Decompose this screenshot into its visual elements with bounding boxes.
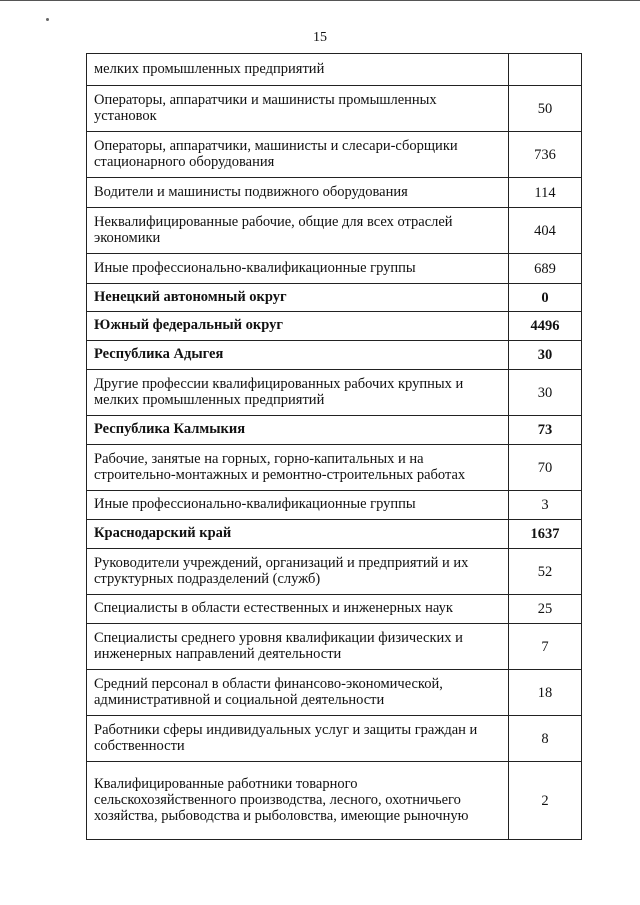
row-label: мелких промышленных предприятий xyxy=(87,54,509,86)
row-label: Квалифицированные работники товарного сельскохозяйственного производства, лесного, охотничьего хозяйства, рыбоводства и рыболовства, имеющие рыночную xyxy=(87,762,509,840)
row-label: Водители и машинисты подвижного оборудования xyxy=(87,178,509,208)
row-label: Южный федеральный округ xyxy=(87,312,509,341)
table-row xyxy=(87,132,582,178)
table-row xyxy=(87,54,582,86)
table-row xyxy=(87,595,582,624)
table-row xyxy=(87,370,582,416)
table-row xyxy=(87,208,582,254)
row-value: 689 xyxy=(509,254,582,284)
row-label: Операторы, аппаратчики и машинисты промышленных установок xyxy=(87,86,509,132)
row-value: 7 xyxy=(509,624,582,670)
row-label: Руководители учреждений, организаций и предприятий и их структурных подразделений (служб) xyxy=(87,549,509,595)
row-value: 30 xyxy=(509,341,582,370)
row-value: 404 xyxy=(509,208,582,254)
row-label: Специалисты среднего уровня квалификации физических и инженерных направлений деятельности xyxy=(87,624,509,670)
row-value: 1637 xyxy=(509,520,582,549)
table-row xyxy=(87,491,582,520)
row-label: Иные профессионально-квалификационные группы xyxy=(87,491,509,520)
row-label: Иные профессионально-квалификационные группы xyxy=(87,254,509,284)
row-label: Специалисты в области естественных и инженерных наук xyxy=(87,595,509,624)
row-value: 4496 xyxy=(509,312,582,341)
row-label: Другие профессии квалифицированных рабочих крупных и мелких промышленных предприятий xyxy=(87,370,509,416)
table-row xyxy=(87,670,582,716)
row-value: 0 xyxy=(509,284,582,312)
row-value: 25 xyxy=(509,595,582,624)
row-value: 30 xyxy=(509,370,582,416)
row-label: Рабочие, занятые на горных, горно-капитальных и на строительно-монтажных и ремонтно-строительных работах xyxy=(87,445,509,491)
row-value: 8 xyxy=(509,716,582,762)
row-value: 3 xyxy=(509,491,582,520)
row-label: Работники сферы индивидуальных услуг и защиты граждан и собственности xyxy=(87,716,509,762)
table-row-region xyxy=(87,520,582,549)
row-label: Операторы, аппаратчики, машинисты и слесари-сборщики стационарного оборудования xyxy=(87,132,509,178)
row-value: 50 xyxy=(509,86,582,132)
table-row-region xyxy=(87,341,582,370)
row-value: 114 xyxy=(509,178,582,208)
table-row-region xyxy=(87,284,582,312)
table-row xyxy=(87,716,582,762)
row-value: 70 xyxy=(509,445,582,491)
page-number: 15 xyxy=(313,30,327,45)
row-label: Республика Калмыкия xyxy=(87,416,509,445)
row-value: 18 xyxy=(509,670,582,716)
table-row xyxy=(87,624,582,670)
row-label: Неквалифицированные рабочие, общие для всех отраслей экономики xyxy=(87,208,509,254)
row-label: Краснодарский край xyxy=(87,520,509,549)
row-value xyxy=(509,54,582,86)
table-body xyxy=(87,54,582,840)
table-row-region xyxy=(87,312,582,341)
statistics-table xyxy=(86,53,582,840)
scan-speck xyxy=(46,18,49,21)
row-label: Ненецкий автономный округ xyxy=(87,284,509,312)
table-row xyxy=(87,178,582,208)
table-row xyxy=(87,86,582,132)
row-value: 52 xyxy=(509,549,582,595)
table-row-region xyxy=(87,416,582,445)
row-value: 73 xyxy=(509,416,582,445)
row-value: 2 xyxy=(509,762,582,840)
row-label: Республика Адыгея xyxy=(87,341,509,370)
top-scan-rule xyxy=(0,0,640,1)
row-value: 736 xyxy=(509,132,582,178)
table-row xyxy=(87,762,582,840)
table-row xyxy=(87,254,582,284)
row-label: Средний персонал в области финансово-экономической, административной и социальной деятельности xyxy=(87,670,509,716)
table-row xyxy=(87,549,582,595)
table-row xyxy=(87,445,582,491)
